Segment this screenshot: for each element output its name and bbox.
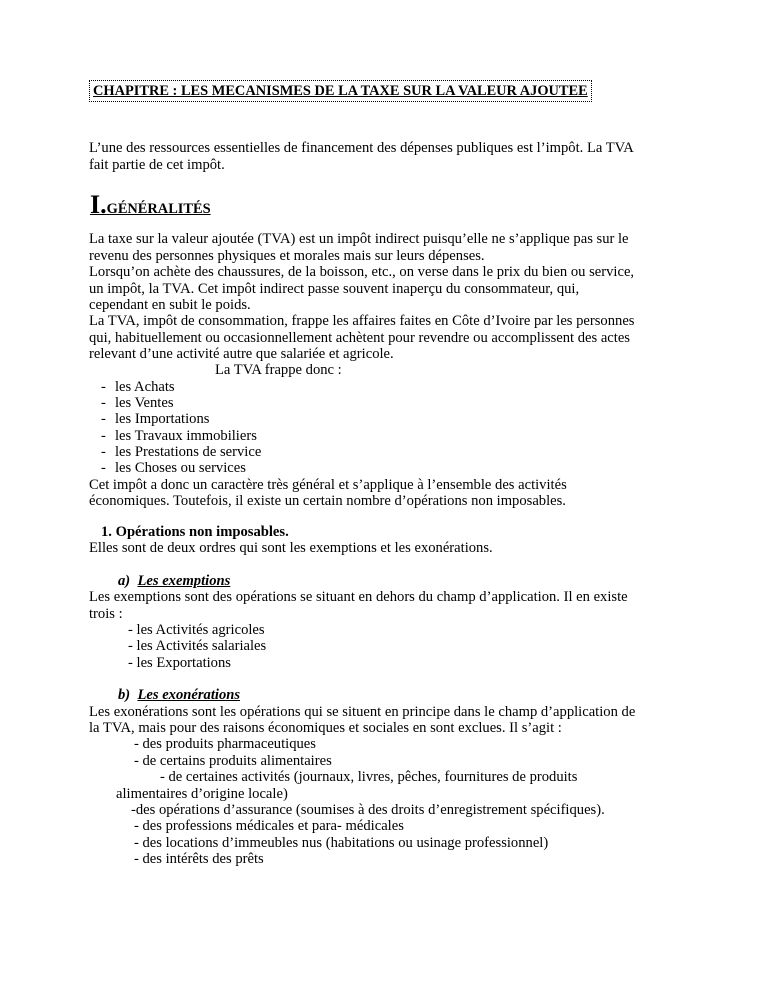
list-item: - les Importations xyxy=(101,411,210,427)
paragraph-line: cependant en subit le poids. xyxy=(89,297,251,313)
paragraph-line: la TVA, mais pour des raisons économiques et sociales en sont exclues. Il s’agit : xyxy=(89,720,562,736)
exonerations-marker: b) xyxy=(118,687,131,703)
list-item: - les Travaux immobiliers xyxy=(101,428,257,444)
exonerations-title: Les exonérations xyxy=(137,687,241,703)
paragraph-line: Les exemptions sont des opérations se situant en dehors du champ d’application. Il en existe xyxy=(89,589,628,605)
paragraph-line: La TVA, impôt de consommation, frappe les affaires faites en Côte d’Ivoire par les personnes xyxy=(89,313,635,329)
exemptions-title: Les exemptions xyxy=(137,573,231,589)
paragraph-line: qui, habituellement ou occasionnellement achètent pour revendre ou accomplissent des actes xyxy=(89,330,630,346)
paragraph-line: revenu des personnes physiques et morales mais sur leurs dépenses. xyxy=(89,248,485,264)
list-item: - les Exportations xyxy=(128,655,231,671)
paragraph-line: un impôt, la TVA. Cet impôt indirect passe souvent inaperçu du consommateur, qui, xyxy=(89,281,580,297)
paragraph-line: Cet impôt a donc un caractère très général et s’applique à l’ensemble des activités xyxy=(89,477,567,493)
intro-line: fait partie de cet impôt. xyxy=(89,157,225,173)
section-heading xyxy=(90,190,211,220)
paragraph-line: économiques. Toutefois, il existe un certain nombre d’opérations non imposables. xyxy=(89,493,566,509)
subsection-heading: 1. Opérations non imposables. xyxy=(101,524,289,540)
list-item-continuation: alimentaires d’origine locale) xyxy=(116,786,288,802)
paragraph-line: La taxe sur la valeur ajoutée (TVA) est un impôt indirect puisqu’elle ne s’applique pas sur le xyxy=(89,231,629,247)
paragraph-line: trois : xyxy=(89,606,123,622)
list-item: - des produits pharmaceutiques xyxy=(134,736,316,752)
paragraph-line: Elles sont de deux ordres qui sont les exemptions et les exonérations. xyxy=(89,540,493,556)
list-item: - de certaines activités (journaux, livres, pêches, fournitures de produits xyxy=(160,769,578,785)
list-item: - des intérêts des prêts xyxy=(134,851,264,867)
exemptions-marker: a) xyxy=(118,573,131,589)
exonerations-heading xyxy=(118,687,240,704)
list-item: - les Achats xyxy=(101,379,175,395)
list-intro: La TVA frappe donc : xyxy=(215,362,342,378)
exemptions-heading xyxy=(118,573,230,590)
intro-line: L’une des ressources essentielles de financement des dépenses publiques est l’impôt. La TVA xyxy=(89,140,634,156)
paragraph-line: relevant d’une activité autre que salariée et agricole. xyxy=(89,346,394,362)
list-item: - de certains produits alimentaires xyxy=(134,753,332,769)
section-number: I. xyxy=(90,190,107,219)
list-item: - les Prestations de service xyxy=(101,444,262,460)
list-item: -des opérations d’assurance (soumises à des droits d’enregistrement spécifiques). xyxy=(131,802,605,818)
paragraph-line: Lorsqu’on achète des chaussures, de la boisson, etc., on verse dans le prix du bien ou service, xyxy=(89,264,635,280)
list-item: - des locations d’immeubles nus (habitations ou usinage professionnel) xyxy=(134,835,549,851)
list-item: - les Choses ou services xyxy=(101,460,246,476)
section-title: GÉNÉRALITÉS xyxy=(106,201,211,217)
list-item: - les Activités salariales xyxy=(128,638,267,654)
list-item: - les Activités agricoles xyxy=(128,622,265,638)
chapter-title: CHAPITRE : LES MECANISMES DE LA TAXE SUR LA VALEUR AJOUTEE xyxy=(89,80,592,102)
list-item: - des professions médicales et para- médicales xyxy=(134,818,404,834)
paragraph-line: Les exonérations sont les opérations qui se situent en principe dans le champ d’application de xyxy=(89,704,636,720)
list-item: - les Ventes xyxy=(101,395,174,411)
